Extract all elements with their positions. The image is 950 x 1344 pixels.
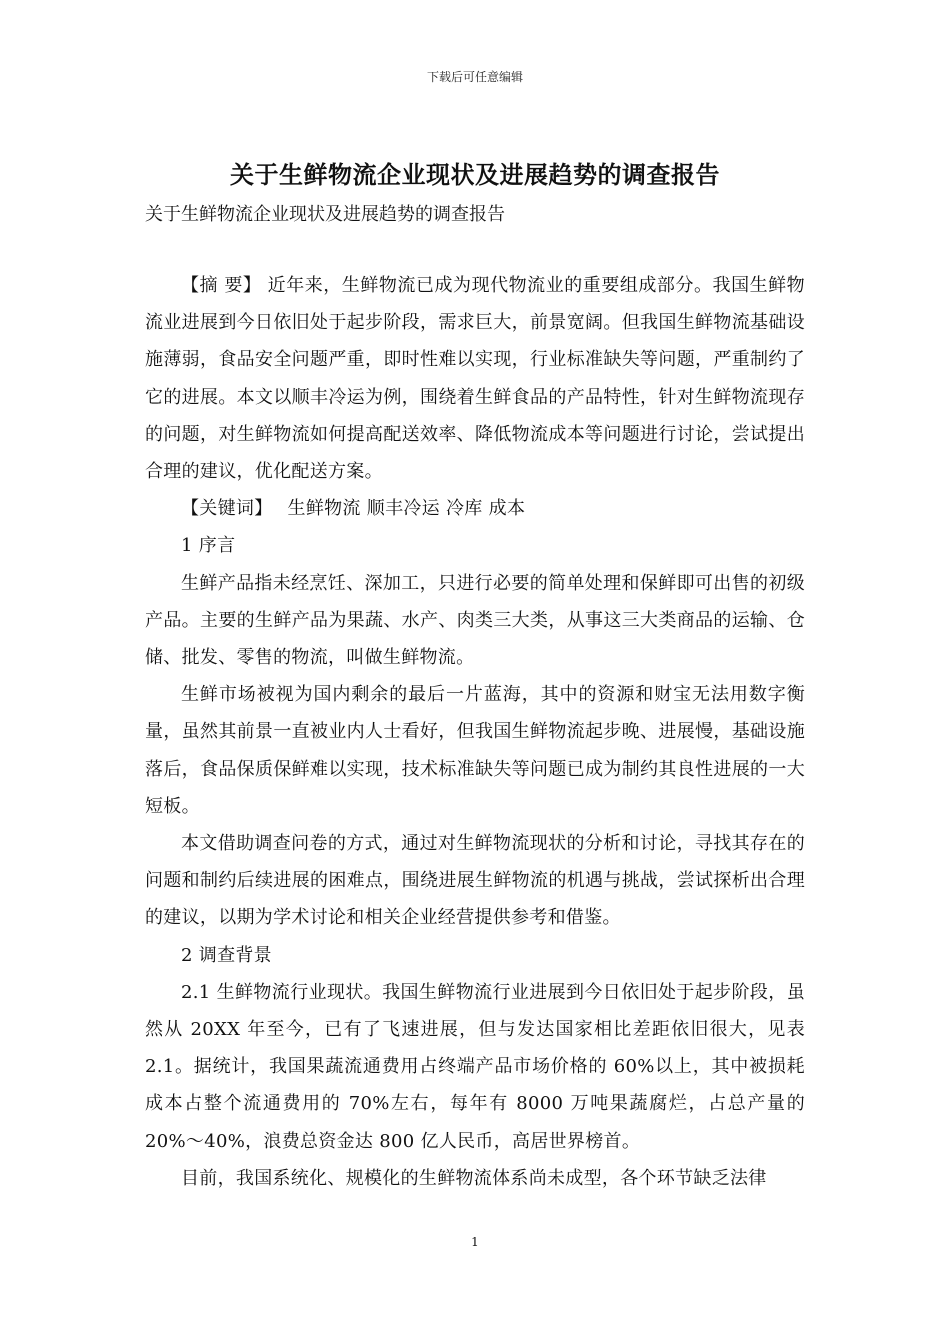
keywords-line: [145, 490, 805, 527]
keywords-label: 【关键词】: [181, 498, 273, 520]
abstract-paragraph: 【摘 要】 近年来，生鲜物流已成为现代物流业的重要组成部分。我国生鲜物流业进展到今日依旧处于起步阶段，需求巨大，前景宽阔。但我国生鲜物流基础设施薄弱，食品安全问题严重，即时性难以实现，行业标准缺失等问题，严重制约了它的进展。本文以顺丰冷运为例，围绕着生鲜食品的产品特性，针对生鲜物流现存的问题，对生鲜物流如何提高配送效率、降低物流成本等问题进行讨论，尝试提出合理的建议，优化配送方案。: [145, 275, 805, 483]
body-paragraph: 生鲜市场被视为国内剩余的最后一片蓝海，其中的资源和财宝无法用数字衡量，虽然其前景一直被业内人士看好，但我国生鲜物流起步晚、进展慢，基础设施落后，食品保质保鲜难以实现，技术标准缺失等问题已成为制约其良性进展的一大短板。: [145, 684, 805, 817]
document-title: 关于生鲜物流企业现状及进展趋势的调查报告: [230, 160, 720, 189]
keyword: 成本: [488, 498, 526, 520]
section-heading: 1 序言: [181, 535, 236, 557]
keyword: 顺丰冷运: [366, 498, 440, 520]
keyword: 冷库: [446, 498, 483, 520]
body-paragraph: 2.1 生鲜物流行业现状。我国生鲜物流行业进展到今日依旧处于起步阶段，虽然从 20XX 年至今，已有了飞速进展，但与发达国家相比差距依旧很大，见表 2.1。据统计，我国果蔬流通费用占终端产品市场价格的 60%以上，其中被损耗成本占整个流通费用的 70%左右，每年有 8000 万吨果蔬腐烂，占总产量的 20%～40%，浪费总资金达 800 亿人民币，高居世界榜首。: [145, 981, 805, 1152]
page-number: 1: [471, 1235, 479, 1249]
document-body: [145, 267, 805, 1197]
header-note: 下载后可任意编辑: [426, 70, 523, 84]
keyword: 生鲜物流: [287, 498, 361, 520]
body-paragraph: 目前，我国系统化、规模化的生鲜物流体系尚未成型，各个环节缺乏法律: [181, 1167, 767, 1189]
body-paragraph: 本文借助调查问卷的方式，通过对生鲜物流现状的分析和讨论，寻找其存在的问题和制约后续进展的困难点，围绕进展生鲜物流的机遇与挑战，尝试探析出合理的建议，以期为学术讨论和相关企业经营提供参考和借鉴。: [145, 833, 805, 929]
body-paragraph: 生鲜产品指未经烹饪、深加工，只进行必要的简单处理和保鲜即可出售的初级产品。主要的生鲜产品为果蔬、水产、肉类三大类，从事这三大类商品的运输、仓储、批发、零售的物流，叫做生鲜物流。: [145, 572, 805, 669]
section-heading: 2 调查背景: [181, 944, 272, 966]
document-subtitle: 关于生鲜物流企业现状及进展趋势的调查报告: [145, 204, 505, 225]
